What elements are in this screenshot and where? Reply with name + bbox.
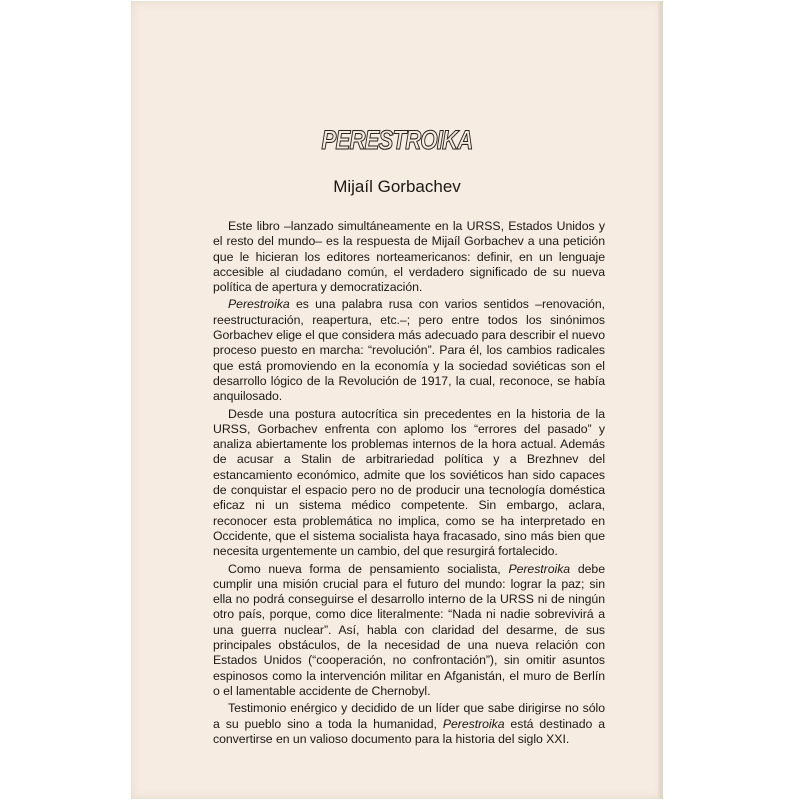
blurb-paragraph	[213, 297, 605, 404]
italic-title-mention: Perestroika	[228, 297, 290, 312]
italic-title-mention: Perestroika	[508, 561, 571, 576]
cover-spine-edge	[658, 1, 663, 799]
blurb-paragraph	[213, 562, 605, 700]
book-back-cover	[131, 1, 663, 799]
blurb-paragraph	[213, 219, 605, 295]
blurb-text	[213, 219, 605, 747]
italic-title-mention: Perestroika	[442, 716, 505, 731]
paragraph-text: Como nueva forma de pensamiento socialista,	[228, 561, 509, 576]
paragraph-text: Este libro –lanzado simultáneamente en la URSS, Estados Unidos y el resto del mundo– es la respuesta de Mijaíl Gorbachev a una petición que le hicieran los editores norteamericanos: definir, en un lenguaje accesible al ciudadano común, el verdadero significado de su nueva política de apertura y democratización.	[213, 219, 605, 295]
paragraph-text: Desde una postura autocrítica sin precedentes en la historia de la URSS, Gorbachev enfrenta con aplomo los “errores del pasado” y analiza abiertamente los problemas internos de la hora actual. Además de acusar a Stalin de arbitrariedad política y a Brezhnev del estancamiento económico, admite que los soviéticos han sido capaces de conquistar el espacio pero no de producir una tecnología doméstica eficaz ni un sistema médico competente. Sin embargo, aclara, reconocer esta problemática no implica, como se ha interpretado en Occidente, que el sistema socialista haya fracasado, sino más bien que necesita urgentemente un cambio, del que resurgirá fortalecido.	[213, 406, 605, 559]
paragraph-text: debe cumplir una misión crucial para el futuro del mundo: lograr la paz; sin ella no podrá conseguirse el desarrollo interno de la URSS ni de ningún otro país, porque, como dice literalmente: “Nada ni nadie sobrevivirá a una guerra nuclear”. Así, habla con claridad del desarme, de sus principales obstáculos, de la necesidad de una nueva relación con Estados Unidos (“cooperación, no confrontación”), sin omitir asuntos espinosos como la intervención militar en Afganistán, el muro de Berlín o el lamentable accidente de Chernobyl.	[213, 561, 605, 698]
paragraph-text: está destinado a convertirse en un valioso documento para la historia del siglo XXI.	[213, 716, 605, 746]
book-title-logo: PERESTROIKA	[321, 125, 473, 155]
blurb-paragraph	[213, 407, 605, 560]
paragraph-text: es una palabra rusa con varios sentidos –renovación, reestructuración, reapertura, etc.–; pero entre todos los sinónimos Gorbachev elige el que considera más adecuado para describir el nuevo proceso puesto en marcha: “revolución”. Para él, los cambios radicales que está promoviendo en la economía y la sociedad soviéticas son el desarrollo lógico de la Revolución de 1917, la cual, reconoce, se había anquilosado.	[213, 297, 605, 404]
author-name: Mijaíl Gorbachev	[333, 177, 461, 196]
paragraph-text: Testimonio enérgico y decidido de un líder que sabe dirigirse no sólo a su pueblo sino a toda la humanidad,	[213, 701, 605, 731]
blurb-paragraph	[213, 701, 605, 747]
